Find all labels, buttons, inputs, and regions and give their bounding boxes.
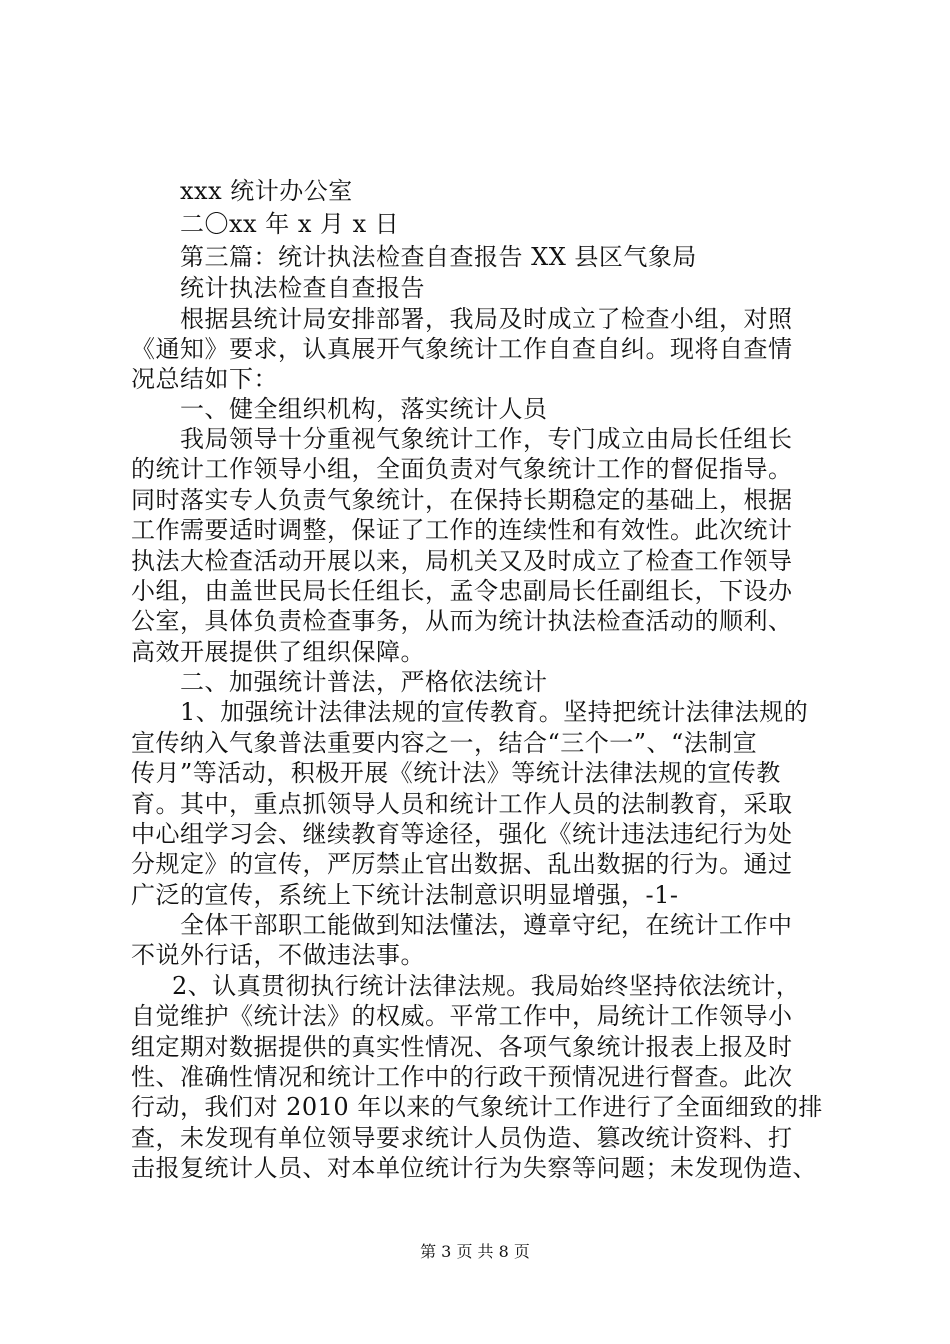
section-heading: 第三篇：统计执法检查自查报告 XX 县区气象局 <box>180 243 697 271</box>
report-title: 统计执法检查自查报告 <box>180 274 425 302</box>
text-line: xxx 统计办公室 <box>180 177 353 205</box>
text-line: 同时落实专人负责气象统计，在保持长期稳定的基础上，根据 <box>131 486 793 514</box>
text-line: 查，未发现有单位领导要求统计人员伪造、篡改统计资料、打 <box>131 1124 793 1152</box>
text-line: 二〇xx 年 x 月 x 日 <box>180 210 400 238</box>
text-line: 工作需要适时调整，保证了工作的连续性和有效性。此次统计 <box>131 516 793 544</box>
text-line: 小组，由盖世民局长任组长，孟令忠副局长任副组长，下设办 <box>131 577 793 605</box>
text-line: 行动，我们对 2010 年以来的气象统计工作进行了全面细致的排 <box>131 1093 823 1121</box>
text-line: 组定期对数据提供的真实性情况、各项气象统计报表上报及时 <box>131 1033 793 1061</box>
subheading: 二、加强统计普法，严格依法统计 <box>180 668 548 696</box>
text-line: 育。其中，重点抓领导人员和统计工作人员的法制教育，采取 <box>131 790 793 818</box>
text-line: 1、加强统计法律法规的宣传教育。坚持把统计法律法规的 <box>180 698 809 726</box>
text-line: 全体干部职工能做到知法懂法，遵章守纪，在统计工作中 <box>180 911 793 939</box>
text-line: 我局领导十分重视气象统计工作，专门成立由局长任组长 <box>180 425 793 453</box>
text-line: 性、准确性情况和统计工作中的行政干预情况进行督查。此次 <box>131 1063 793 1091</box>
text-line: 广泛的宣传，系统上下统计法制意识明显增强，-1- <box>131 881 679 909</box>
text-line: 高效开展提供了组织保障。 <box>131 638 425 666</box>
page-number: 第 3 页 共 8 页 <box>420 1242 530 1261</box>
text-line: 不说外行话，不做违法事。 <box>131 941 425 969</box>
text-line: 《通知》要求，认真展开气象统计工作自查自纠。现将自查情 <box>131 335 793 363</box>
text-line: 宣传纳入气象普法重要内容之一，结合“三个一”、“法制宣 <box>131 729 758 757</box>
text-line: 的统计工作领导小组，全面负责对气象统计工作的督促指导。 <box>131 455 793 483</box>
text-line: 中心组学习会、继续教育等途径，强化《统计违法违纪行为处 <box>131 820 793 848</box>
text-line: 公室，具体负责检查事务，从而为统计执法检查活动的顺利、 <box>131 607 793 635</box>
text-line: 分规定》的宣传，严厉禁止官出数据、乱出数据的行为。通过 <box>131 850 793 878</box>
text-line: 2、认真贯彻执行统计法律法规。我局始终坚持依法统计， <box>172 972 801 1000</box>
text-line: 根据县统计局安排部署，我局及时成立了检查小组，对照 <box>180 305 793 333</box>
text-line: 自觉维护《统计法》的权威。平常工作中，局统计工作领导小 <box>131 1002 793 1030</box>
text-line: 击报复统计人员、对本单位统计行为失察等问题；未发现伪造、 <box>131 1154 817 1182</box>
text-line: 执法大检查活动开展以来，局机关又及时成立了检查工作领导 <box>131 547 793 575</box>
subheading: 一、健全组织机构，落实统计人员 <box>180 395 548 423</box>
text-line: 传月”等活动，积极开展《统计法》等统计法律法规的宣传教 <box>131 759 781 787</box>
text-line: 况总结如下： <box>131 365 278 393</box>
